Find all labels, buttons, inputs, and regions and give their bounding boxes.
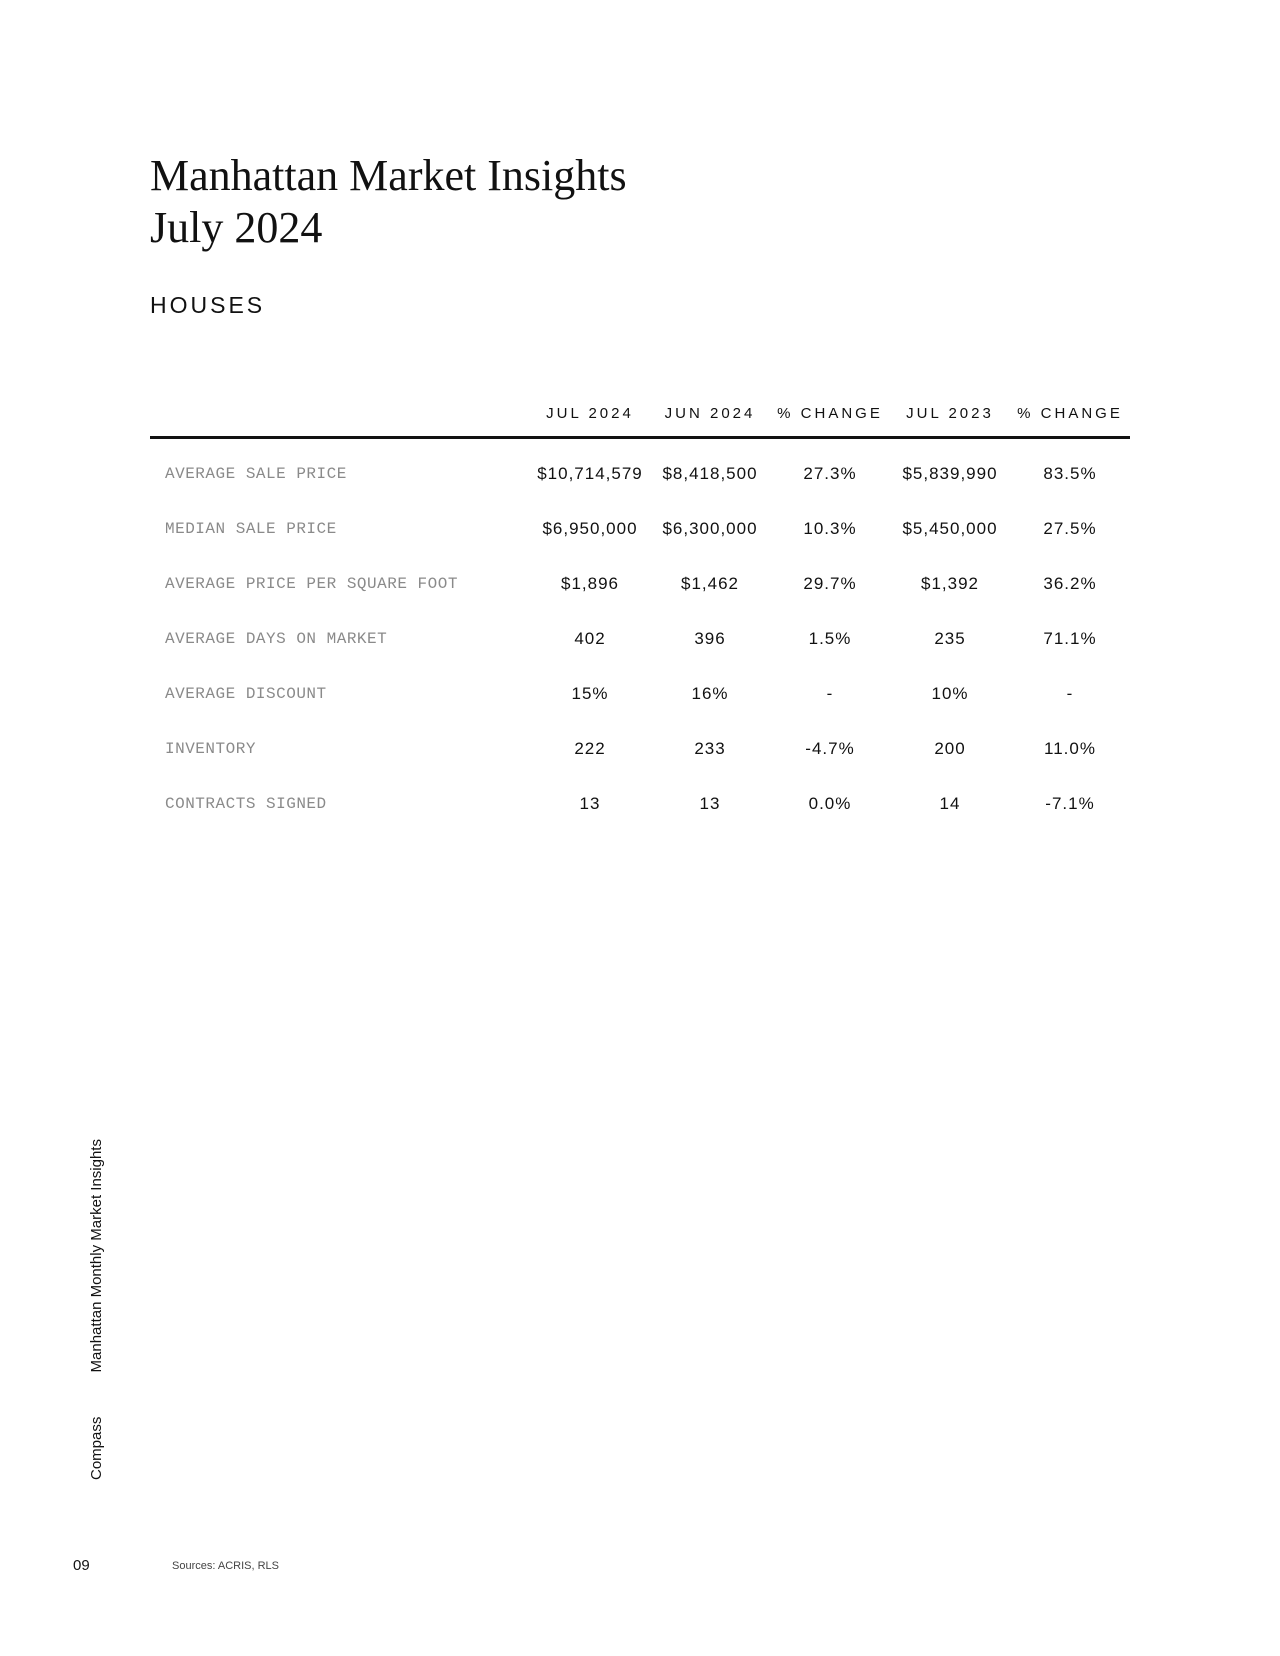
table-row — [150, 611, 1130, 666]
table-cell: 15% — [571, 683, 609, 703]
table-row — [150, 666, 1130, 721]
column-header — [150, 405, 530, 438]
table-cell: 402 — [574, 628, 606, 648]
table-cell: 0.0% — [808, 793, 852, 813]
table-cell: 233 — [694, 738, 726, 758]
table-cell: 36.2% — [1043, 573, 1097, 593]
column-header: % CHANGE — [770, 405, 890, 438]
market-table-container — [150, 405, 1130, 831]
page-title — [150, 150, 627, 254]
page-number: 09 — [73, 1557, 90, 1574]
table-cell: 10% — [931, 683, 969, 703]
title-line-2: July 2024 — [150, 203, 323, 252]
table-cell: 16% — [691, 683, 729, 703]
section-label: HOUSES — [150, 292, 266, 318]
publication-name: Manhattan Monthly Market Insights — [88, 1139, 105, 1373]
table-cell: $5,839,990 — [902, 463, 998, 483]
table-cell: $8,418,500 — [662, 463, 758, 483]
table-row — [150, 501, 1130, 556]
table-header-row — [150, 405, 1130, 438]
table-cell: 11.0% — [1044, 738, 1096, 758]
table-row — [150, 556, 1130, 611]
table-cell: 13 — [579, 793, 601, 813]
table-cell: -7.1% — [1045, 793, 1095, 813]
table-cell: 1.5% — [808, 628, 852, 648]
metric-label: INVENTORY — [165, 739, 256, 758]
metric-label: AVERAGE DISCOUNT — [165, 684, 327, 703]
title-line-1: Manhattan Market Insights — [150, 151, 627, 200]
column-header: JUL 2024 — [530, 405, 650, 438]
table-cell: 396 — [694, 628, 726, 648]
table-cell: 13 — [699, 793, 721, 813]
table-cell: 235 — [934, 628, 966, 648]
table-cell: $1,462 — [681, 573, 739, 593]
table-cell: $5,450,000 — [902, 518, 998, 538]
sources-note: Sources: ACRIS, RLS — [172, 1560, 279, 1572]
table-cell: 27.3% — [803, 463, 857, 483]
table-cell: - — [826, 683, 834, 703]
table-row — [150, 721, 1130, 776]
metric-label: AVERAGE SALE PRICE — [165, 464, 347, 483]
table-cell: $10,714,579 — [537, 463, 643, 483]
table-cell: 222 — [574, 738, 606, 758]
table-cell: $1,392 — [921, 573, 979, 593]
column-header: JUN 2024 — [650, 405, 770, 438]
table-cell: 29.7% — [803, 573, 857, 593]
table-cell: $1,896 — [561, 573, 619, 593]
column-header: % CHANGE — [1010, 405, 1130, 438]
column-header: JUL 2023 — [890, 405, 1010, 438]
table-cell: 200 — [934, 738, 966, 758]
table-cell: $6,950,000 — [542, 518, 638, 538]
table-cell: 10.3% — [803, 518, 857, 538]
vertical-footer-text — [88, 1139, 105, 1480]
table-row — [150, 438, 1130, 502]
metric-label: AVERAGE DAYS ON MARKET — [165, 629, 388, 648]
table-cell: 71.1% — [1043, 628, 1097, 648]
table-cell: 14 — [939, 793, 961, 813]
metric-label: CONTRACTS SIGNED — [165, 794, 327, 813]
brand-name: Compass — [88, 1416, 105, 1480]
table-cell: 27.5% — [1043, 518, 1097, 538]
table-cell: - — [1066, 683, 1074, 703]
market-table — [150, 405, 1130, 831]
metric-label: AVERAGE PRICE PER SQUARE FOOT — [165, 574, 458, 593]
table-cell: 83.5% — [1043, 463, 1097, 483]
table-row — [150, 776, 1130, 831]
metric-label: MEDIAN SALE PRICE — [165, 519, 337, 538]
table-cell: $6,300,000 — [662, 518, 758, 538]
table-cell: -4.7% — [805, 738, 855, 758]
table-body — [150, 438, 1130, 832]
